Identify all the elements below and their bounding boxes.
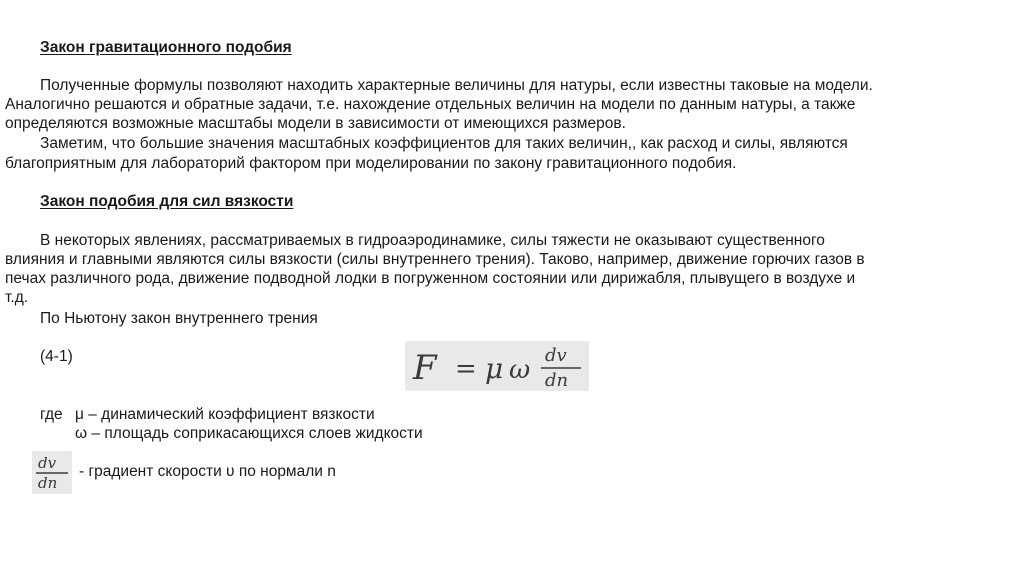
paragraph-line: влияния и главными являются силы вязкости (силы внутреннего трения). Таково, например, движение горючих газов в — [5, 251, 865, 268]
definition-where: где — [40, 406, 63, 423]
gradient-symbol-image — [32, 451, 72, 494]
formula-mu: μ — [485, 352, 504, 385]
formula-numerator: dv — [545, 345, 567, 366]
formula-equals: = — [455, 354, 477, 384]
paragraph-line: В некоторых явлениях, рассматриваемых в гидроаэродинамике, силы тяжести не оказывают существенного — [40, 232, 825, 249]
paragraph-line: Полученные формулы позволяют находить характерные величины для натуры, если известны таковые на модели. — [40, 77, 873, 94]
paragraph-line: печах различного рода, движение подводной лодки в погруженном состоянии или дирижабля, плывущего в воздухе и — [5, 270, 856, 287]
definition-mu: μ – динамический коэффициент вязкости — [75, 406, 375, 423]
paragraph-line: определяются возможные масштабы модели в зависимости от имеющихся размеров. — [5, 115, 626, 132]
gradient-denominator: dn — [38, 474, 58, 492]
section-heading-gravitational-similarity: Закон гравитационного подобия — [40, 39, 292, 56]
section-heading-viscosity-similarity: Закон подобия для сил вязкости — [40, 193, 294, 210]
equation-number: (4-1) — [40, 348, 73, 365]
formula-omega: ω — [509, 355, 531, 385]
formula-force-symbol: F — [413, 348, 437, 388]
viscosity-formula-image — [405, 341, 589, 391]
newton-law-line: По Ньютону закон внутреннего трения — [40, 310, 318, 327]
paragraph-line: благоприятным для лабораторий фактором при моделировании по закону гравитационного подобия. — [5, 155, 737, 172]
formula-denominator: dn — [545, 370, 569, 391]
paragraph-line: т.д. — [5, 289, 29, 306]
definition-omega: ω – площадь соприкасающихся слоев жидкости — [75, 425, 423, 442]
gradient-numerator: dv — [38, 454, 57, 472]
definition-gradient: - градиент скорости υ по нормали n — [79, 463, 336, 480]
paragraph-line: Аналогично решаются и обратные задачи, т.е. нахождение отдельных величин на модели по данным натуры, а также — [5, 96, 856, 113]
paragraph-line: Заметим, что большие значения масштабных коэффициентов для таких величин,, как расход и силы, являются — [40, 135, 848, 152]
